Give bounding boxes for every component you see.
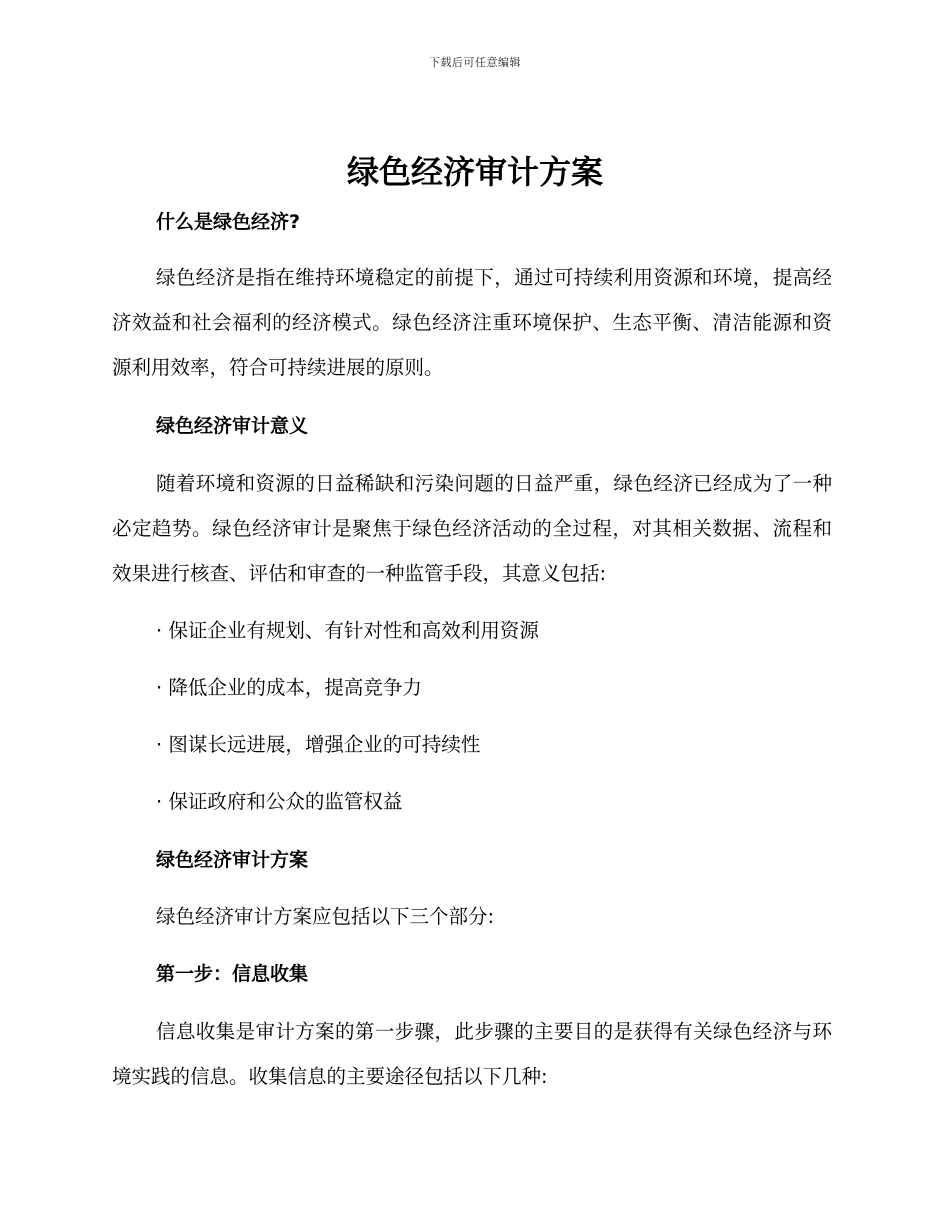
paragraph-information-collection: 信息收集是审计方案的第一步骤，此步骤的主要目的是获得有关绿色经济与环境实践的信息。收集信息的主要途径包括以下几种: bbox=[112, 1020, 832, 1088]
section-heading-audit-significance: 绿色经济审计意义 bbox=[156, 415, 309, 437]
section-heading-step-one: 第一步：信息收集 bbox=[156, 963, 309, 985]
paragraph-audit-significance: 随着环境和资源的日益稀缺和污染问题的日益严重，绿色经济已经成为了一种必定趋势。绿色经济审计是聚焦于绿色经济活动的全过程，对其相关数据、流程和效果进行核查、评估和审查的一种监管手段，其意义包括: bbox=[112, 472, 832, 585]
page-header-note: 下载后可任意编辑 bbox=[429, 56, 521, 69]
bullet-item: · 降低企业的成本，提高竞争力 bbox=[156, 676, 422, 699]
section-heading-audit-plan: 绿色经济审计方案 bbox=[156, 849, 309, 871]
document-title: 绿色经济审计方案 bbox=[346, 153, 603, 191]
paragraph-green-economy-definition: 绿色经济是指在维持环境稳定的前提下，通过可持续利用资源和环境，提高经济效益和社会福利的经济模式。绿色经济注重环境保护、生态平衡、清洁能源和资源利用效率，符合可持续进展的原则。 bbox=[112, 266, 832, 379]
bullet-item: · 保证企业有规划、有针对性和高效利用资源 bbox=[156, 619, 539, 642]
audit-plan-intro: 绿色经济审计方案应包括以下三个部分: bbox=[156, 905, 495, 928]
bullet-item: · 图谋长远进展，增强企业的可持续性 bbox=[156, 733, 481, 756]
bullet-item: · 保证政府和公众的监管权益 bbox=[156, 790, 403, 813]
section-heading-what-is-green-economy: 什么是绿色经济? bbox=[156, 211, 301, 233]
